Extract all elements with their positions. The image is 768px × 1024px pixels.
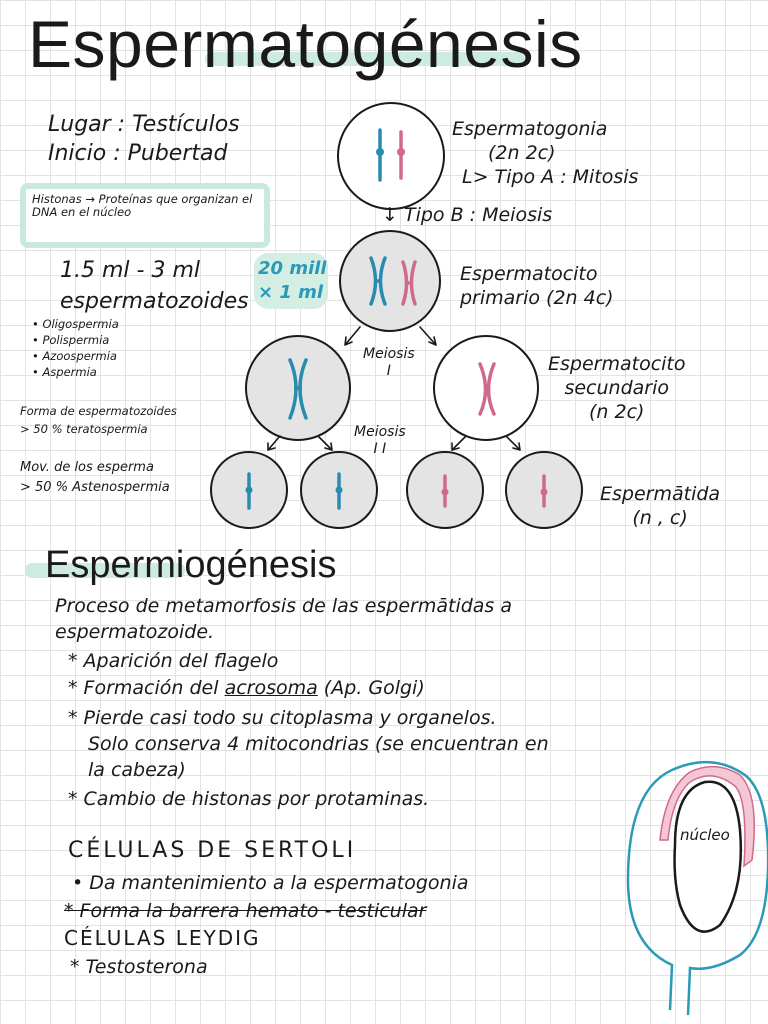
intro-paragraph [55,593,512,645]
bullet-acrosoma-pre: * Formación del [68,677,225,699]
count-value: 20 mill [258,258,327,279]
espermatogonia-ploidy: (2n 2c) [488,142,556,164]
tipo-a-label: L> Tipo A : Mitosis [462,166,639,188]
forma-title: Forma de espermatozoides [20,404,177,418]
espermatocito-secundario-label [548,352,686,424]
section-title: Espermiogénesis [45,544,337,586]
espermatida-ploidy: (n , c) [632,507,688,529]
espermatida-cell [301,452,377,528]
espermatocito-secundario-pink [434,336,538,440]
espermatocito-secundario-blue [246,336,350,440]
espermatogonia-label [452,117,638,189]
intro-line: espermatozoide. [55,621,215,643]
nucleo-label: núcleo [680,826,730,844]
bullet-acrosoma [68,675,425,701]
leydig-title: CÉLULAS LEYDIG [64,926,261,950]
sertoli-bullet: • Da mantenimiento a la espermatogonia [72,872,469,894]
intro-line: Proceso de metamorfosis de las espermātidas a [55,595,513,617]
espermatogonia-name: Espermatogonia [452,118,608,140]
bullet-histonas: * Cambio de histonas por protaminas. [68,788,430,810]
meiosis-1-label [363,346,415,380]
sperm-head-illustration [628,762,768,1015]
count-unit: × 1 ml [258,282,324,303]
meiosis-2-text: Meiosis [354,424,406,440]
sertoli-bullet: * Forma la barrera hemato - testicular [64,900,427,922]
meiosis-1-text: Meiosis [363,346,415,362]
tipo-b-label: ↓ Tipo B : Meiosis [382,204,553,226]
meiosis-2-label [354,424,406,458]
espermatida-name: Espermātida [600,483,721,505]
espermatida-cell [506,452,582,528]
page-title: Espermatogénesis [28,7,583,81]
movilidad-title: Mov. de los esperma [20,460,154,475]
note-box-text: Histonas → Proteínas que organizan el DNA en el núcleo [32,192,253,219]
lugar-line: Lugar : Testículos [48,112,240,137]
espermatida-cell [211,452,287,528]
secundario-name: Espermatocito [548,353,686,375]
secundario-name2: secundario [564,377,670,399]
bullet-citoplasma-line: * Pierde casi todo su citoplasma y organelos. [68,707,497,729]
forma-value: > 50 % teratospermia [20,422,148,436]
bullet-citoplasma-line: la cabeza) [88,759,186,781]
meiosis-1-number: I [386,363,391,379]
primario-ploidy: primario (2n 4c) [460,287,614,309]
bullet-flagelo: * Aparición del flagelo [68,650,279,672]
espermatogonia-cell [338,103,444,209]
inicio-line: Inicio : Pubertad [48,141,228,166]
bullet-citoplasma-line: Solo conserva 4 mitocondrias (se encuentran en [88,733,549,755]
anomaly-item: • Polispermia [32,333,110,347]
volume-label: espermatozoides [60,289,249,314]
anomaly-item: • Oligospermia [32,317,119,331]
bullet-citoplasma [68,705,549,783]
leydig-bullet: * Testosterona [70,956,208,978]
espermatocito-primario-cell [340,231,440,331]
anomaly-item: • Azoospermia [32,349,117,363]
sertoli-title: CÉLULAS DE SERTOLI [68,838,357,863]
acrosoma-word: acrosoma [224,677,318,699]
meiosis-2-number: I I [373,441,387,457]
movilidad-value: > 50 % Astenospermia [20,480,170,495]
volume-value: 1.5 ml - 3 ml [60,258,200,283]
espermatocito-primario-label [460,262,614,310]
espermatida-cell [407,452,483,528]
anomaly-item: • Aspermia [32,365,97,379]
secundario-ploidy: (n 2c) [589,401,645,423]
espermatida-label [600,482,720,530]
primario-name: Espermatocito [460,263,598,285]
bullet-acrosoma-post: (Ap. Golgi) [317,677,425,699]
